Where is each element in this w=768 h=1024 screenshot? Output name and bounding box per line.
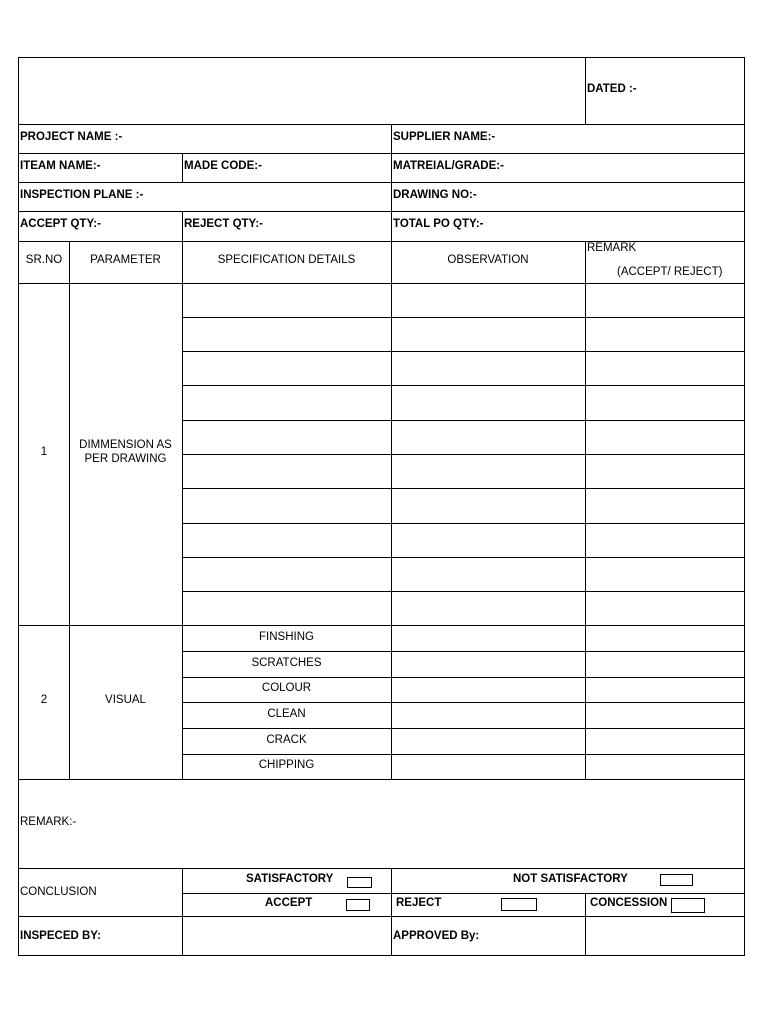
divider: [182, 557, 744, 558]
project-name-label: PROJECT NAME :-: [20, 131, 123, 143]
divider: [182, 651, 744, 652]
spec-colour: COLOUR: [261, 682, 312, 694]
accept-checkbox[interactable]: [346, 899, 370, 911]
drawing-no-label: DRAWING NO:-: [393, 189, 477, 201]
divider: [182, 523, 744, 524]
conclusion-label: CONCLUSION: [20, 886, 97, 898]
satisfactory-label: SATISFACTORY: [246, 873, 334, 885]
divider: [182, 591, 744, 592]
divider: [19, 916, 744, 917]
divider: [19, 283, 744, 284]
spec-finishing: FINSHING: [259, 631, 314, 643]
row-1-parameter-line2: PER DRAWING: [84, 453, 167, 465]
divider: [19, 124, 744, 125]
reject-qty-label: REJECT QTY:-: [184, 218, 264, 230]
satisfactory-checkbox[interactable]: [347, 877, 372, 888]
divider: [182, 241, 183, 779]
reject-label: REJECT: [396, 897, 442, 909]
dated-label: DATED :-: [587, 83, 637, 95]
row-1-sr: 1: [40, 446, 48, 458]
divider: [391, 124, 392, 241]
divider: [182, 211, 183, 241]
total-po-qty-label: TOTAL PO QTY:-: [393, 218, 484, 230]
divider: [19, 625, 744, 626]
divider: [585, 241, 586, 779]
divider: [19, 779, 744, 780]
reject-checkbox[interactable]: [501, 898, 537, 911]
divider: [182, 488, 744, 489]
spec-scratches: SCRATCHES: [251, 657, 322, 669]
item-name-label: ITEAM NAME:-: [20, 160, 101, 172]
divider: [182, 868, 183, 956]
supplier-name-label: SUPPLIER NAME:-: [393, 131, 496, 143]
divider: [19, 182, 744, 183]
not-satisfactory-label: NOT SATISFACTORY: [513, 873, 628, 885]
divider: [182, 454, 744, 455]
row-1-parameter-line1: DIMMENSION AS: [79, 439, 172, 451]
accept-label: ACCEPT: [265, 897, 313, 909]
divider: [182, 893, 744, 894]
row-2-parameter: VISUAL: [105, 694, 146, 706]
divider: [182, 702, 744, 703]
divider: [182, 677, 744, 678]
accept-qty-label: ACCEPT QTY:-: [20, 218, 101, 230]
divider: [182, 728, 744, 729]
spec-clean: CLEAN: [267, 708, 306, 720]
inspected-by-label: INSPECED BY:: [20, 930, 101, 942]
inspection-plan-label: INSPECTION PLANE :-: [20, 189, 144, 201]
remark-label: REMARK:-: [20, 816, 77, 828]
row-2-sr: 2: [40, 694, 48, 706]
col-header-parameter: PARAMETER: [90, 254, 161, 266]
made-code-label: MADE CODE:-: [184, 160, 262, 172]
divider: [182, 351, 744, 352]
divider: [19, 153, 744, 154]
divider: [585, 58, 586, 124]
divider: [585, 893, 586, 956]
divider: [182, 754, 744, 755]
divider: [19, 211, 744, 212]
divider: [182, 317, 744, 318]
col-header-sr-no: SR.NO: [25, 254, 63, 266]
concession-label: CONCESSION: [590, 897, 668, 909]
spec-crack: CRACK: [266, 734, 307, 746]
divider: [19, 868, 744, 869]
col-header-specification: SPECIFICATION DETAILS: [217, 254, 356, 266]
material-grade-label: MATREIAL/GRADE:-: [393, 160, 504, 172]
spec-chipping: CHIPPING: [258, 759, 315, 771]
divider: [182, 385, 744, 386]
col-header-remark: REMARK: [587, 242, 637, 254]
divider: [182, 420, 744, 421]
divider: [391, 241, 392, 779]
approved-by-label: APPROVED By:: [393, 930, 480, 942]
col-header-remark-sub: (ACCEPT/ REJECT): [617, 266, 723, 278]
col-header-observation: OBSERVATION: [447, 254, 529, 266]
divider: [182, 153, 183, 182]
not-satisfactory-checkbox[interactable]: [660, 874, 693, 886]
concession-checkbox[interactable]: [671, 898, 705, 913]
divider: [391, 868, 392, 956]
